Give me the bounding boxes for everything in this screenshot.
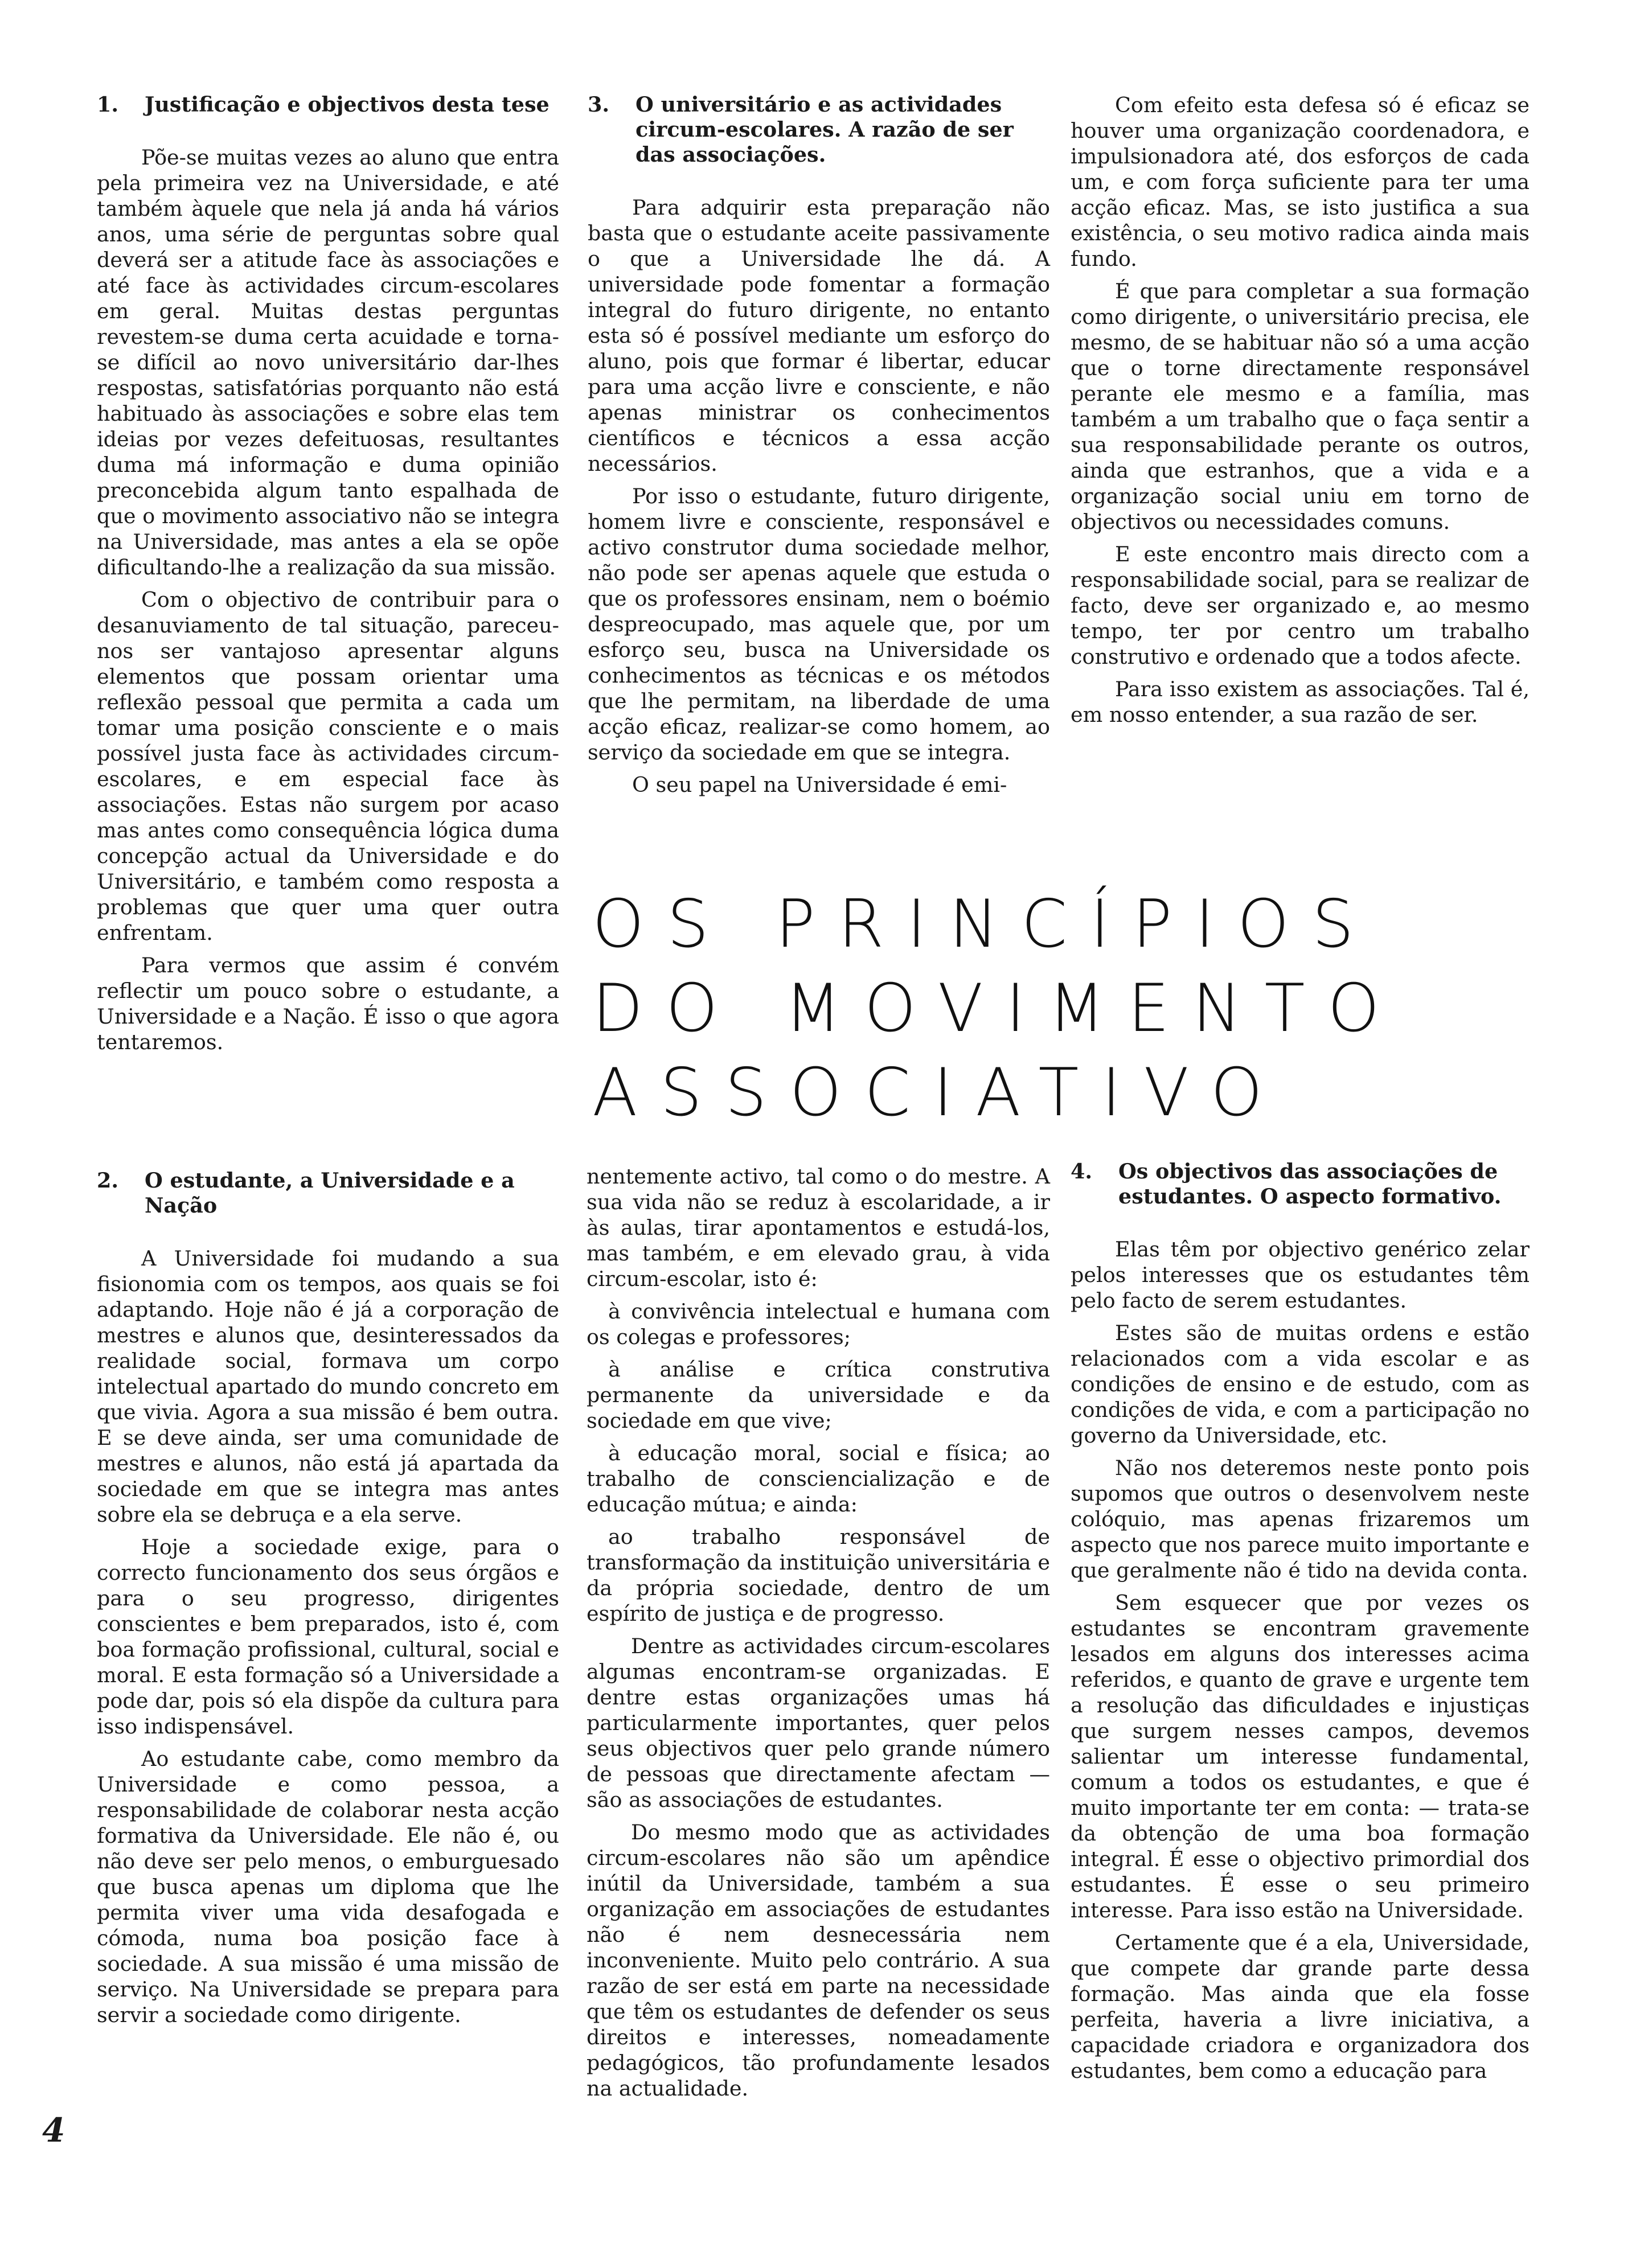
paragraph: Para isso existem as associações. Tal é, em nosso entender, a sua razão de ser.: [1071, 677, 1530, 727]
paragraph: Não nos deteremos neste ponto pois supomos que outros o desenvolvem neste colóquio, mas apenas frizaremos um aspecto que nos parece muito importante e que geralmente não é tido na devida conta.: [1071, 1456, 1530, 1583]
section-4-heading: [1071, 1159, 1530, 1209]
paragraph: O seu papel na Universidade é emi-: [632, 773, 1007, 797]
column-2-bottom: [587, 1164, 1050, 2108]
column-3-top: [1071, 92, 1530, 734]
paragraph: Para vermos que assim é convém reflectir um pouco sobre o estudante, a Universidade e a Nação. É isso o que agora tentaremos.: [97, 953, 559, 1054]
paragraph: E este encontro mais directo com a responsabilidade social, para se realizar de facto, deve ser organizado e, ao mesmo tempo, ter por centro um trabalho construtivo e ordenado que a todos afecte.: [1071, 542, 1530, 669]
section-4: [1071, 1159, 1530, 2090]
paragraph: nentemente activo, tal como o do mestre. A sua vida não se reduz à escolaridade, a ir às aulas, tirar apontamentos e estudá-los, mas também, e em elevado grau, à vida circum-escolar, isto é:: [587, 1164, 1050, 1291]
section-title: Os objectivos das associações de estudantes. O aspecto formativo.: [1118, 1159, 1502, 1209]
paragraph: Do mesmo modo que as actividades circum-escolares não são um apêndice inútil da Universidade, também a sua organização em associações de estudantes não é nem desnecessária nem inconveniente. Muito pelo contrário. A sua razão de ser está em parte na necessidade que têm os estudantes de defender os seus direitos e interesses, nomeadamente pedagógicos, tão profundamente lesados na actualidade.: [587, 1820, 1050, 2101]
title-line: OS PRINCÍPIOS: [592, 886, 1377, 963]
paragraph: Com o objectivo de contribuir para o desanuviamento de tal situação, pareceu-nos ser vantajoso apresentar alguns elementos que possam orientar uma reflexão pessoal que permita a cada um tomar uma posição consciente e o mais possível justa face às actividades circum-escolares, e em especial face às associações. Estas não surgem por acaso mas antes como consequência lógica duma concepção actual da Universidade e do Universitário, e também como resposta a problemas que quer uma quer outra enfrentam.: [97, 587, 559, 945]
paragraph: Para adquirir esta preparação não basta que o estudante aceite passivamente o que a Universidade lhe dá. A universidade pode fomentar a formação integral do futuro dirigente, no entanto esta só é possível mediante um esforço do aluno, pois que formar é libertar, educar para uma acção livre e consciente, e não apenas ministrar os conhecimentos científicos e técnicos a essa acção necessários.: [588, 195, 1050, 476]
section-2-heading: [97, 1168, 559, 1218]
title-line: ASSOCIATIVO: [592, 1054, 1286, 1131]
paragraph: Com efeito esta defesa só é eficaz se houver uma organização coordenadora, e impulsionadora até, dos esforços de cada um, e com força suficiente para ter uma acção eficaz. Mas, se isto justifica a sua existência, o seu motivo radica ainda mais fundo.: [1071, 93, 1530, 271]
paragraph: Certamente que é a ela, Universidade, que compete dar grande parte dessa formação. Mas ainda que ela fosse perfeita, haveria a livre iniciativa, a capacidade criadora e organizadora dos estudantes, bem como a educação para: [1071, 1930, 1530, 2083]
paragraph: A Universidade foi mudando a sua fisionomia com os tempos, aos quais se foi adaptando. Hoje não é já a corporação de mestres e alunos que, desinteressados da realidade social, formava um corpo intelectual apartado do mundo concreto em que vivia. Agora a sua missão é bem outra. E se deve ainda, ser uma comunidade de mestres e alunos, não está já apartada da sociedade em que se integra mas antes sobre ela se debruça e a ela serve.: [97, 1246, 559, 1527]
section-number: 1.: [97, 92, 119, 117]
list-item: ao trabalho responsável de transformação da instituição universitária e da própria sociedade, dentro de um espírito de justiça e de progresso.: [587, 1525, 1050, 1626]
list-item: à convivência intelectual e humana com os colegas e professores;: [587, 1299, 1050, 1349]
paragraph: Dentre as actividades circum-escolares algumas encontram-se organizadas. E dentre estas organizações umas há particularmente importantes, quer pelos seus objectivos quer pelo grande número de pessoas que directamente afectam — são as associações de estudantes.: [587, 1634, 1050, 1812]
paragraph: Põe-se muitas vezes ao aluno que entra pela primeira vez na Universidade, e até também àquele que nela já anda há vários anos, uma série de perguntas sobre qual deverá ser a atitude face às associações e até face às actividades circum-escolares em geral. Muitas destas perguntas revestem-se duma certa acuidade e torna-se difícil ao novo universitário dar-lhes respostas, satisfatórias porquanto não está habituado às associações e sobre elas tem ideias por vezes defeituosas, resultantes duma má informação e duma opinião preconcebida algum tanto espalhada de que o movimento associativo não se integra na Universidade, mas antes a ela se opõe dificultando-lhe a realização da sua missão.: [97, 145, 559, 580]
section-title: Justificação e objectivos desta tese: [145, 92, 550, 117]
section-number: 3.: [588, 92, 610, 117]
page-number: 4: [42, 2111, 65, 2150]
paragraph: Elas têm por objectivo genérico zelar pelos interesses que os estudantes têm pelo facto de serem estudantes.: [1071, 1237, 1530, 1313]
list-item: à educação moral, social e física; ao trabalho de consciencialização e de educação mútua; e ainda:: [587, 1441, 1050, 1517]
section-title: O estudante, a Universidade e a Nação: [145, 1168, 515, 1218]
section-number: 4.: [1071, 1159, 1093, 1184]
section-1: [97, 92, 559, 1062]
paragraph: Sem esquecer que por vezes os estudantes se encontram gravemente lesados em alguns dos interesses acima referidos, e quanto de grave e urgente tem a resolução das dificuldades e injustiças que surgem nesses campos, devemos salientar um interesse fundamental, comum a todos os estudantes, e que é muito importante ter em conta: — trata-se da obtenção de uma boa formação integral. É esse o objectivo primordial dos estudantes. É esse o seu primeiro interesse. Para isso estão na Universidade.: [1071, 1591, 1530, 1922]
section-3: [588, 92, 1050, 804]
list-item: à análise e crítica construtiva permanente da universidade e da sociedade em que vive;: [587, 1357, 1050, 1433]
paragraph: Hoje a sociedade exige, para o correcto funcionamento dos seus órgãos e para o seu progresso, dirigentes conscientes e bem preparados, isto é, com boa formação profissional, cultural, social e moral. E esta formação só a Universidade a pode dar, pois só ela dispõe da cultura para isso indispensável.: [97, 1535, 559, 1739]
section-title: O universitário e as actividades circum-escolares. A razão de ser das associações.: [636, 92, 1014, 167]
section-number: 2.: [97, 1168, 119, 1193]
paragraph: Ao estudante cabe, como membro da Universidade e como pessoa, a responsabilidade de colaborar nesta acção formativa da Universidade. Ele não é, ou não deve ser pelo menos, o emburguesado que busca apenas um diploma que lhe permita viver uma vida desafogada e cómoda, numa boa posição face à sociedade. A sua missão é uma missão de serviço. Na Universidade se prepara para servir a sociedade como dirigente.: [97, 1747, 559, 2027]
paragraph: É que para completar a sua formação como dirigente, o universitário precisa, ele mesmo, de se habituar não só a uma acção que o torne directamente responsável perante ele mesmo e a família, mas também a um trabalho que o faça sentir a sua responsabilidade perante os outros, ainda que estranhos, que a vida e a organização social uniu em torno de objectivos ou necessidades comuns.: [1071, 279, 1530, 534]
section-1-heading: [97, 92, 559, 117]
section-3-heading: [588, 92, 1050, 167]
paragraph: Por isso o estudante, futuro dirigente, homem livre e consciente, responsável e activo construtor duma sociedade melhor, não pode ser apenas aquele que estuda o que os professores ensinam, nem o boémio despreocupado, mas aquele que, por um esforço seu, busca na Universidade os conhecimentos as técnicas e os métodos que lhe permitam, na liberdade de uma acção eficaz, realizar-se como homem, ao serviço da sociedade em que se integra.: [588, 484, 1050, 765]
paragraph: Estes são de muitas ordens e estão relacionados com a vida escolar e as condições de ensino e de estudo, com as condições de vida, e com a participação no governo da Universidade, etc.: [1071, 1321, 1530, 1448]
section-2: [97, 1168, 559, 2035]
title-line: DO MOVIMENTO: [592, 970, 1403, 1047]
article-title: [592, 882, 1403, 1135]
